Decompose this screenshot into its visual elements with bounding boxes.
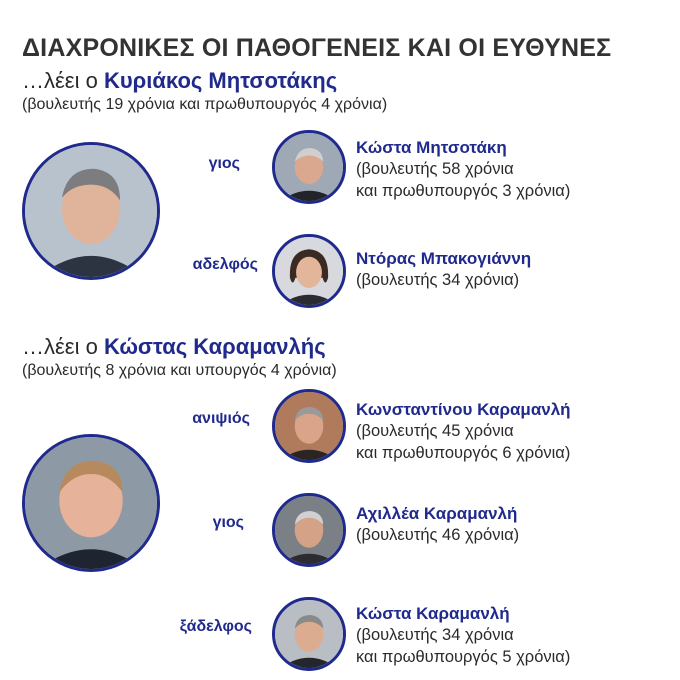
- speaker-line-2: [22, 334, 326, 360]
- relative-name: Κώστα Μητσοτάκη: [356, 138, 507, 157]
- speaker-line-1: [22, 68, 337, 94]
- description-line: (βουλευτής 34 χρόνια): [356, 271, 520, 289]
- relative-name: Κώστα Καραμανλή: [356, 604, 510, 623]
- speaker-name: Κώστας Καραμανλής: [103, 334, 326, 359]
- description-line: και πρωθυπουργός 6 χρόνια): [356, 444, 571, 462]
- portrait-icon: [25, 437, 157, 569]
- page-title: ΔΙΑΧΡΟΝΙΚΕΣ ΟΙ ΠΑΘΟΓΕΝΕΙΣ ΚΑΙ ΟΙ ΕΥΘΥΝΕΣ: [22, 34, 612, 62]
- relative-description: [356, 524, 519, 546]
- speaker-name: Κυριάκος Μητσοτάκης: [103, 68, 338, 93]
- description-line: (βουλευτής 45 χρόνια: [356, 422, 514, 440]
- relation-label: ανιψιός: [192, 410, 250, 427]
- portrait-icon: [275, 133, 343, 201]
- description-line: (βουλευτής 58 χρόνια: [356, 160, 514, 178]
- relative-photo-konstantinos-karamanlis: [272, 389, 346, 463]
- relative-description: [356, 420, 570, 464]
- relative-photo-achilleas-karamanlis: [272, 493, 346, 567]
- relative-photo-dora-bakoyannis: [272, 234, 346, 308]
- portrait-icon: [275, 392, 343, 460]
- says-prefix: …λέει ο: [22, 334, 104, 359]
- speaker-description: (βουλευτής 8 χρόνια και υπουργός 4 χρόνια): [22, 362, 337, 379]
- relative-description: [356, 158, 570, 202]
- relation-label: γιος: [212, 514, 244, 531]
- relative-description: [356, 269, 519, 291]
- relative-description: [356, 624, 570, 668]
- portrait-icon: [275, 600, 343, 668]
- relation-label: ξάδελφος: [179, 618, 252, 635]
- relative-name: Κωνσταντίνου Καραμανλή: [356, 400, 571, 419]
- description-line: (βουλευτής 34 χρόνια: [356, 626, 514, 644]
- speaker-description: (βουλευτής 19 χρόνια και πρωθυπουργός 4 χρόνια): [22, 96, 388, 113]
- relation-label: αδελφός: [192, 256, 258, 273]
- portrait-icon: [275, 496, 343, 564]
- description-line: και πρωθυπουργός 3 χρόνια): [356, 182, 571, 200]
- relative-photo-kostas-mitsotakis: [272, 130, 346, 204]
- portrait-icon: [275, 237, 343, 305]
- description-line: και πρωθυπουργός 5 χρόνια): [356, 648, 571, 666]
- relative-name: Ντόρας Μπακογιάννη: [356, 249, 532, 268]
- says-prefix: …λέει ο: [22, 68, 104, 93]
- description-line: (βουλευτής 46 χρόνια): [356, 526, 520, 544]
- relative-photo-kostas-karamanlis-elder: [272, 597, 346, 671]
- relative-name: Αχιλλέα Καραμανλή: [356, 504, 518, 523]
- relation-label: γιος: [208, 155, 240, 172]
- speaker-photo-kostas-karamanlis: [22, 434, 160, 572]
